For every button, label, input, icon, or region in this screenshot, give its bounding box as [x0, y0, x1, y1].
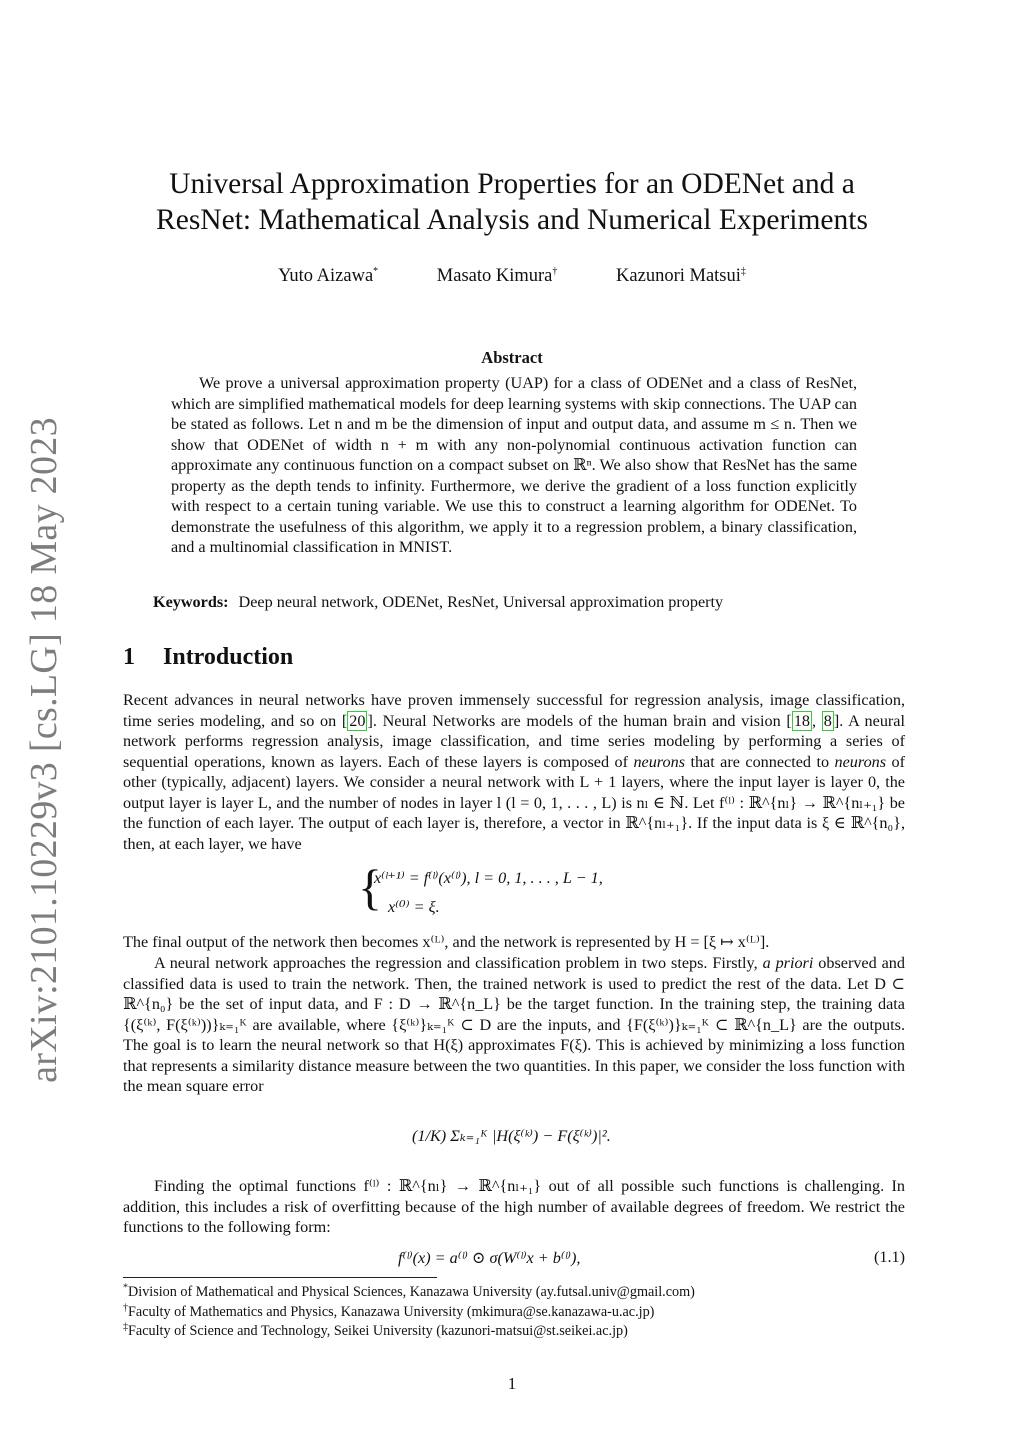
- author-3: [616, 266, 746, 287]
- abstract-text: We prove a universal approximation property (UAP) for a class of ODENet and a class of ResNet, which are simplified mathematical models for deep learning systems with skip connections. The UAP can be stated as follows. Let n and m be the dimension of input and output data, and assume m ≤ n. Then we show that ODENet of width n + m with any non-polynomial continuous activation function can approximate any continuous function on a compact subset on ℝⁿ. We also show that ResNet has the same property as the depth tends to infinity. Furthermore, we derive the gradient of a loss function explicitly with respect to a certain tuning variable. We use this to construct a learning algorithm for ODENet. To demonstrate the usefulness of this algorithm, we apply it to a regression problem, a binary classification, and a multinomial classification in MNIST.: [171, 374, 857, 556]
- footnote-mark: †: [123, 1301, 128, 1313]
- para1-text-b: ]. Neural Networks are models of the human brain and vision [: [367, 711, 792, 730]
- footnote-text: Faculty of Science and Technology, Seikei University (kazunori-matsui@st.seikei.ac.jp): [128, 1323, 628, 1339]
- para1-text-h: of other (typically, adjacent) layers. We consider a neural network with L + 1 layers, where the input layer is layer 0, the output layer is layer L, and the number of nodes in layer l (l = 0, 1, . . . , L) is nₗ ∈ ℕ. Let f⁽ˡ⁾ : ℝ^{nₗ} → ℝ^{nₗ₊₁} be the function of each layer. The output of each layer is, therefore, a vector in ℝ^{nₗ₊₁}. If the input data is ξ ∈ ℝ^{n₀}, then, at each layer, we have: [123, 752, 905, 853]
- citation-link[interactable]: 20: [349, 711, 366, 730]
- para3-emph-a-priori: a priori: [762, 954, 814, 972]
- author-1: [278, 266, 378, 287]
- para4-text: Finding the optimal functions f⁽ˡ⁾ : ℝ^{nₗ} → ℝ^{nₗ₊₁} out of all possible such functions is challenging. In addition, this includes a risk of overfitting because of the high number of available degrees of freedom. We restrict the functions to the following form:: [123, 1177, 905, 1236]
- equation-line-1: x⁽ˡ⁺¹⁾ = f⁽ˡ⁾(x⁽ˡ⁾), l = 0, 1, . . . , L − 1,: [374, 869, 603, 887]
- title-line-1: Universal Approximation Properties for an ODENet and a: [169, 168, 855, 200]
- arxiv-identifier: arXiv:2101.10229v3 [cs.LG] 18 May 2023: [23, 417, 65, 1083]
- section-heading: [123, 644, 293, 671]
- author-name: Kazunori Matsui: [616, 266, 741, 286]
- layer-form-formula: f⁽ˡ⁾(x) = a⁽ˡ⁾ ⊙ σ(W⁽ˡ⁾x + b⁽ˡ⁾),: [398, 1249, 581, 1267]
- author-mark: ‡: [740, 265, 746, 277]
- loss-formula: (1/K) Σₖ₌₁ᴷ |H(ξ⁽ᵏ⁾) − F(ξ⁽ᵏ⁾)|².: [412, 1127, 611, 1145]
- title-line-2: ResNet: Mathematical Analysis and Numerical Experiments: [156, 204, 868, 236]
- paper-title: [0, 166, 1024, 238]
- footnotes: [123, 1283, 905, 1342]
- author-mark: †: [552, 265, 558, 277]
- abstract-body: [171, 373, 857, 558]
- para1-text-a: Recent advances in neural networks have proven immensely successful for regression analysis, image classification, time series modeling, and so on [: [123, 691, 905, 730]
- layer-recursion-equation: [358, 859, 678, 918]
- section-title: Introduction: [163, 644, 294, 670]
- equation-line-2: x⁽⁰⁾ = ξ.: [388, 898, 440, 916]
- footnote-rule: [123, 1277, 437, 1278]
- loss-function-equation: [412, 1108, 632, 1164]
- footnote-3: [123, 1322, 905, 1342]
- keywords-line: [153, 593, 873, 612]
- para1-emph-neurons-2: neurons: [834, 752, 887, 771]
- section-number: 1: [123, 644, 135, 670]
- footnote-2: [123, 1303, 905, 1323]
- keywords-text: Deep neural network, ODENet, ResNet, Universal approximation property: [238, 593, 724, 611]
- intro-paragraph-3: [123, 953, 905, 1097]
- author-name: Masato Kimura: [436, 266, 553, 286]
- para3-text-a: A neural network approaches the regression and classification problem in two steps. Firstly,: [154, 954, 763, 972]
- para1-text-f: that are connected to: [685, 752, 835, 771]
- author-list: [0, 266, 1024, 287]
- keywords-label: Keywords:: [153, 593, 229, 611]
- footnote-mark: ‡: [123, 1321, 128, 1333]
- para1-text-d: ]. A neural network performs regression analysis, image classification, and time series modeling by performing a series of sequential operations, known as layers. Each of these layers is composed of: [123, 711, 905, 771]
- footnote-1: [123, 1283, 905, 1303]
- para2-text: The final output of the network then becomes x⁽ᴸ⁾, and the network is represented by H = [ξ ↦ x⁽ᴸ⁾].: [123, 933, 770, 951]
- abstract-heading: Abstract: [481, 348, 543, 367]
- page-number: 1: [507, 1374, 517, 1393]
- footnote-mark: *: [123, 1282, 128, 1294]
- intro-paragraph-2: [123, 932, 905, 953]
- para3-text-c: observed and classified data is used to train the network. Then, the trained network is used to predict the rest of the data. Let D ⊂ ℝ^{n₀} be the set of input data, and F : D → ℝ^{n_L} be the target function. In the training step, the training data {(ξ⁽ᵏ⁾, F(ξ⁽ᵏ⁾))}ₖ₌₁ᴷ are available, where {ξ⁽ᵏ⁾}ₖ₌₁ᴷ ⊂ D are the inputs, and {F(ξ⁽ᵏ⁾)}ₖ₌₁ᴷ ⊂ ℝ^{n_L} are the outputs. The goal is to learn the neural network so that H(ξ) approximates F(ξ). This is achieved by minimizing a loss function that represents a similarity distance measure between the two quantities. In this paper, we consider the loss function with the mean square error: [123, 954, 905, 1095]
- intro-paragraph-1: [123, 690, 905, 854]
- author-2: [437, 266, 558, 287]
- citation-link[interactable]: 8: [823, 711, 832, 730]
- para1-emph-neurons: neurons: [633, 752, 685, 771]
- author-name: Yuto Aizawa: [278, 266, 374, 286]
- equation-number: (1.1): [873, 1248, 905, 1266]
- intro-paragraph-4: [123, 1176, 905, 1238]
- citation-link[interactable]: 18: [793, 711, 811, 730]
- author-mark: *: [373, 265, 379, 277]
- para1-text-c: ,: [812, 711, 822, 730]
- left-brace: {: [358, 859, 382, 915]
- footnote-text: Division of Mathematical and Physical Sciences, Kanazawa University (ay.futsal.univ@gmail.com): [128, 1284, 695, 1300]
- footnote-text: Faculty of Mathematics and Physics, Kanazawa University (mkimura@se.kanazawa-u.ac.jp): [128, 1303, 655, 1320]
